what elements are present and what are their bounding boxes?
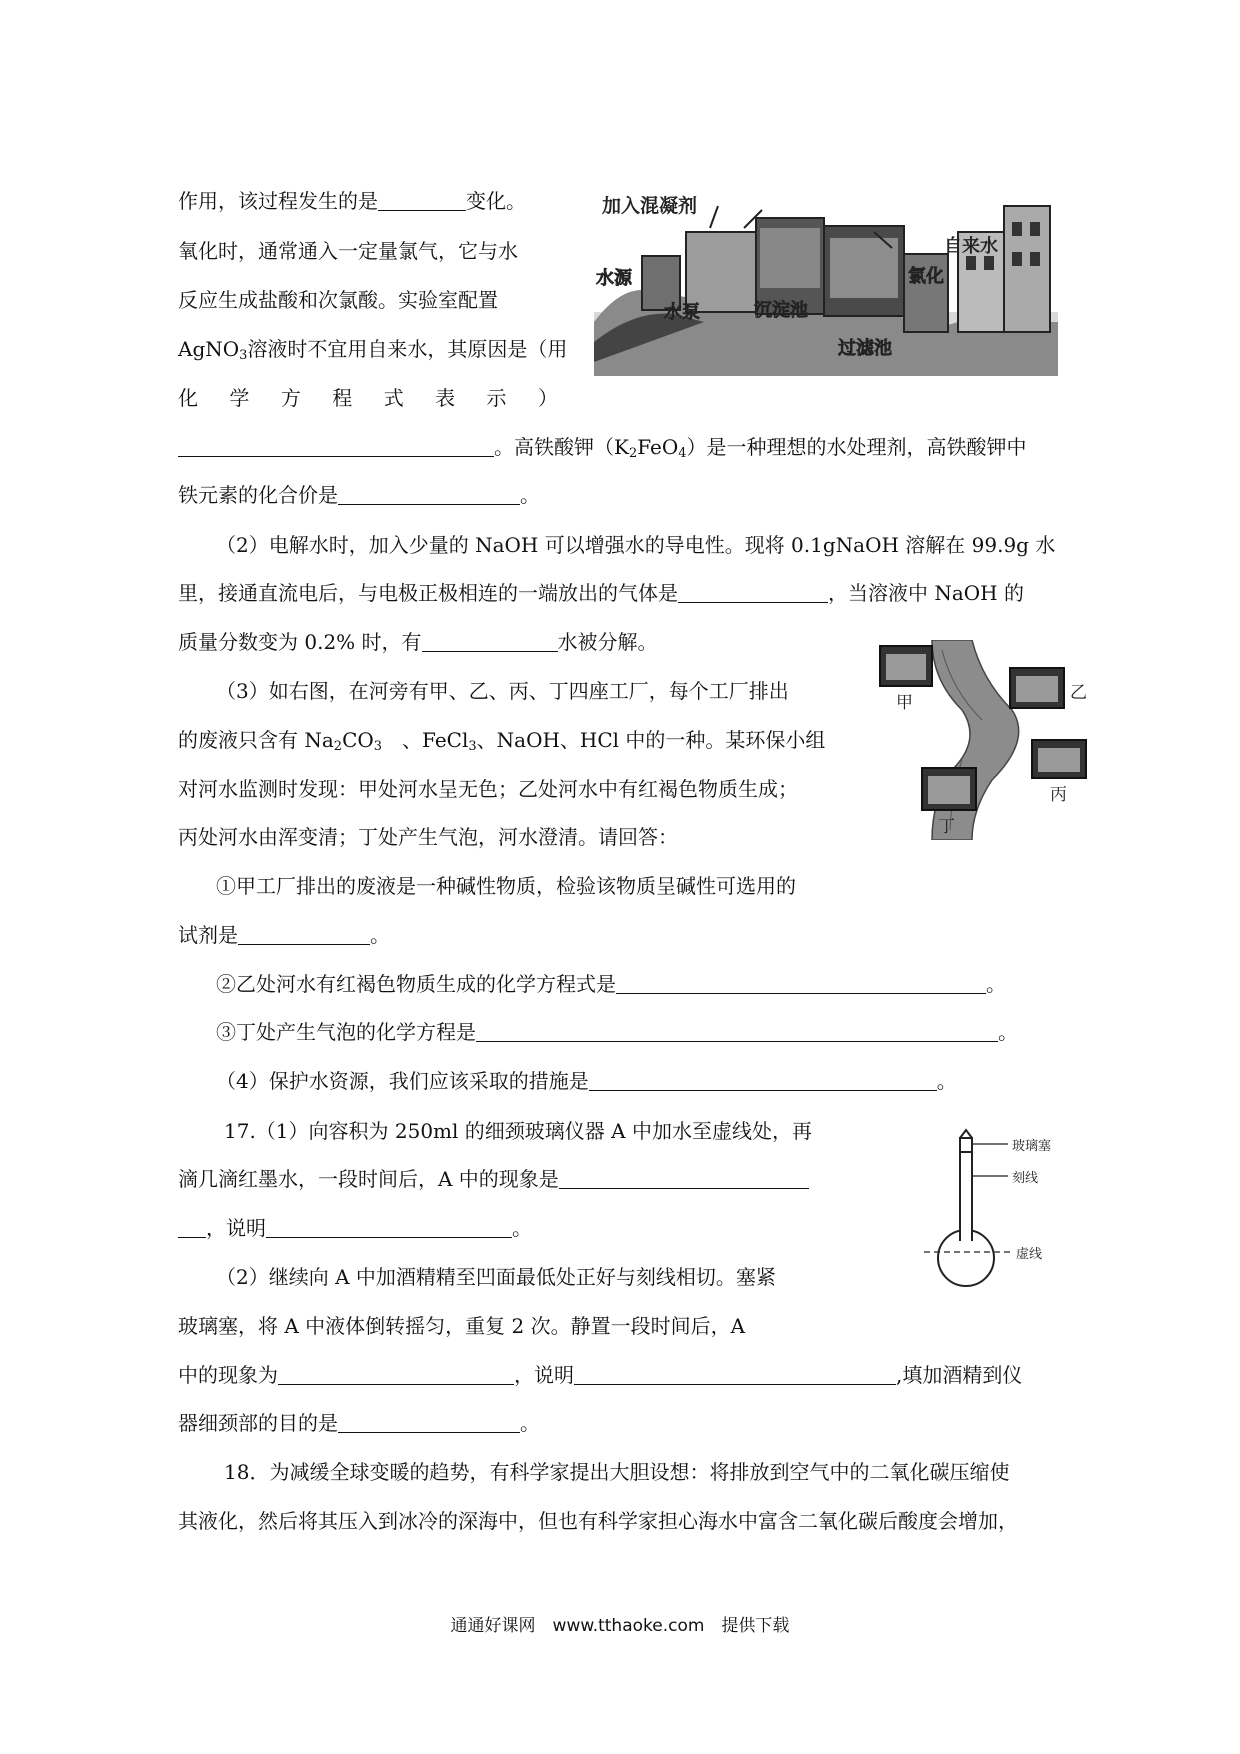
text: 铁元素的化合价是 bbox=[178, 483, 338, 507]
label-factory-jia: 甲 bbox=[896, 693, 913, 713]
text: 。 bbox=[370, 923, 390, 947]
text-line bbox=[178, 236, 518, 266]
label-dashed-line: 虚线 bbox=[1016, 1247, 1043, 1262]
water-treatment-figure bbox=[594, 192, 1058, 376]
text: （3）如右图，在河旁有甲、乙、丙、丁四座工厂，每个工厂排出 bbox=[216, 679, 789, 703]
text: 作用，该过程发生的是 bbox=[178, 189, 378, 213]
text-line bbox=[178, 822, 678, 852]
water-treatment-illustration bbox=[594, 192, 1058, 376]
text-line bbox=[178, 1408, 540, 1438]
text: 里，接通直流电后，与电极正极相连的一端放出的气体是 bbox=[178, 581, 678, 605]
text: 。 bbox=[520, 483, 540, 507]
text: 器细颈部的目的是 bbox=[178, 1411, 338, 1435]
label-pump: 水泵 bbox=[664, 302, 700, 323]
text: 反应生成盐酸和次氯酸。实验室配置 bbox=[178, 288, 498, 312]
text: AgNO bbox=[178, 337, 240, 361]
char: 方 bbox=[280, 386, 301, 410]
page-footer: 通通好课网 www.tthaoke.com 提供下载 bbox=[450, 1616, 790, 1636]
river-illustration bbox=[872, 640, 1094, 840]
answer-blank[interactable] bbox=[422, 631, 558, 652]
text: CO bbox=[342, 728, 374, 752]
text: 丙处河水由浑变清；丁处产生气泡，河水澄清。请回答： bbox=[178, 825, 678, 849]
char: 表 bbox=[435, 386, 456, 410]
text: 溶液时不宜用自来水，其原因是（用 bbox=[247, 337, 568, 361]
text-line bbox=[178, 1311, 745, 1341]
answer-blank[interactable] bbox=[616, 973, 986, 994]
text: FeO bbox=[637, 435, 679, 459]
text: 水被分解。 bbox=[557, 630, 658, 654]
text-line bbox=[178, 1360, 1022, 1390]
answer-blank[interactable] bbox=[574, 1364, 896, 1385]
answer-blank[interactable] bbox=[559, 1168, 809, 1189]
text: 。高铁酸钾（K bbox=[494, 435, 629, 459]
text: 、FeCl bbox=[382, 728, 469, 752]
text-line bbox=[178, 1164, 809, 1194]
label-graduation-mark: 刻线 bbox=[1012, 1171, 1039, 1186]
text: 试剂是 bbox=[178, 923, 238, 947]
text: 质量分数变为 0.2% 时，有 bbox=[178, 630, 422, 654]
subscript: 3 bbox=[468, 739, 477, 754]
label-water-source: 水源 bbox=[596, 268, 632, 289]
label-tap-water: 自来水 bbox=[944, 236, 998, 257]
label-filter-tank: 过滤池 bbox=[838, 338, 892, 359]
char: 示 bbox=[486, 386, 507, 410]
text-line bbox=[216, 530, 1055, 560]
text: 中的现象为 bbox=[178, 1363, 278, 1387]
text-line bbox=[178, 725, 825, 755]
label-glass-stopper: 玻璃塞 bbox=[1012, 1139, 1052, 1154]
text-line bbox=[178, 432, 1027, 462]
answer-blank[interactable] bbox=[338, 484, 520, 505]
text-line bbox=[216, 1262, 776, 1292]
text: 。 bbox=[936, 1069, 957, 1093]
text-line bbox=[178, 285, 498, 315]
text: ①甲工厂排出的废液是一种碱性物质，检验该物质呈碱性可选用的 bbox=[216, 874, 796, 898]
text: （2）电解水时，加入少量的 NaOH 可以增强水的导电性。现将 0.1gNaOH 溶解在 99.9g 水 bbox=[216, 533, 1056, 557]
label-factory-yi: 乙 bbox=[1070, 683, 1087, 703]
text: 。 bbox=[512, 1216, 532, 1240]
text-line bbox=[178, 920, 390, 950]
text-line bbox=[224, 1116, 812, 1146]
text: （2）继续向 A 中加酒精精至凹面最低处正好与刻线相切。塞紧 bbox=[216, 1265, 776, 1289]
text-line bbox=[216, 1017, 1018, 1047]
answer-blank[interactable] bbox=[678, 582, 828, 603]
text: ,填加酒精到仪 bbox=[896, 1363, 1023, 1387]
text: （4）保护水资源，我们应该采取的措施是 bbox=[216, 1069, 589, 1093]
text: 、NaOH、HCl 中的一种。某环保小组 bbox=[476, 728, 826, 752]
text: ，说明 bbox=[514, 1363, 574, 1387]
river-factories-figure bbox=[872, 640, 1094, 840]
text: 变化。 bbox=[466, 189, 526, 213]
subscript: 4 bbox=[678, 446, 687, 461]
answer-blank[interactable] bbox=[238, 924, 370, 945]
text: 。 bbox=[986, 972, 1006, 996]
answer-blank[interactable] bbox=[476, 1021, 998, 1042]
char: 化 bbox=[178, 386, 198, 410]
answer-blank[interactable] bbox=[378, 190, 466, 211]
char: 学 bbox=[229, 386, 250, 410]
text: 。 bbox=[998, 1020, 1018, 1044]
text-line bbox=[178, 186, 526, 216]
text-line bbox=[224, 1457, 1009, 1487]
subscript: 2 bbox=[333, 739, 343, 754]
answer-blank[interactable] bbox=[178, 436, 494, 457]
subscript: 3 bbox=[239, 348, 248, 363]
answer-blank[interactable] bbox=[589, 1070, 937, 1091]
char: 式 bbox=[383, 386, 404, 410]
text: 17.（1）向容积为 250ml 的细颈玻璃仪器 A 中加水至虚线处，再 bbox=[224, 1119, 812, 1143]
text: ）是一种理想的水处理剂，高铁酸钾中 bbox=[686, 435, 1027, 459]
text: 。 bbox=[520, 1411, 540, 1435]
text-line bbox=[178, 1213, 532, 1243]
text: 对河水监测时发现：甲处河水呈无色；乙处河水中有红褐色物质生成； bbox=[178, 777, 798, 801]
answer-blank[interactable] bbox=[338, 1412, 520, 1433]
text-line bbox=[178, 480, 540, 510]
answer-blank[interactable] bbox=[278, 1364, 514, 1385]
spaced-text bbox=[178, 383, 558, 413]
text: ，说明 bbox=[206, 1216, 266, 1240]
text: 玻璃塞，将 A 中液体倒转摇匀，重复 2 次。静置一段时间后，A bbox=[178, 1314, 746, 1338]
answer-blank[interactable] bbox=[178, 1217, 206, 1238]
char: ） bbox=[537, 386, 558, 410]
text: 滴几滴红墨水，一段时间后，A 中的现象是 bbox=[178, 1167, 559, 1191]
text-line bbox=[216, 676, 789, 706]
text-line bbox=[178, 627, 658, 657]
text: 氧化时，通常通入一定量氯气，它与水 bbox=[178, 239, 518, 263]
text-line bbox=[178, 334, 567, 364]
text-line bbox=[178, 774, 798, 804]
text-line bbox=[216, 1066, 957, 1096]
text-line bbox=[178, 578, 1024, 608]
text-line bbox=[178, 1506, 1018, 1536]
flask-illustration bbox=[922, 1128, 1072, 1298]
subscript: 2 bbox=[628, 446, 638, 461]
text: ②乙处河水有红褐色物质生成的化学方程式是 bbox=[216, 972, 616, 996]
text-line bbox=[216, 969, 1006, 999]
label-factory-ding: 丁 bbox=[938, 817, 955, 837]
label-chlorination: 氯化 bbox=[908, 266, 944, 287]
label-factory-bing: 丙 bbox=[1050, 785, 1067, 805]
flask-figure bbox=[922, 1128, 1072, 1298]
label-coagulant: 加入混凝剂 bbox=[602, 195, 698, 217]
text-line bbox=[178, 383, 558, 413]
answer-blank[interactable] bbox=[266, 1217, 512, 1238]
text: 其液化，然后将其压入到冰冷的深海中，但也有科学家担心海水中富含二氧化碳后酸度会增加， bbox=[178, 1509, 1018, 1533]
text: ③丁处产生气泡的化学方程是 bbox=[216, 1020, 476, 1044]
text: 18．为减缓全球变暖的趋势，有科学家提出大胆设想：将排放到空气中的二氧化碳压缩使 bbox=[224, 1460, 1010, 1484]
char: 程 bbox=[332, 386, 353, 410]
subscript: 3 bbox=[373, 739, 383, 754]
label-settling-tank: 沉淀池 bbox=[754, 300, 808, 321]
text: ，当溶液中 NaOH 的 bbox=[828, 581, 1024, 605]
text-line bbox=[216, 871, 796, 901]
text: 的废液只含有 Na bbox=[178, 728, 334, 752]
